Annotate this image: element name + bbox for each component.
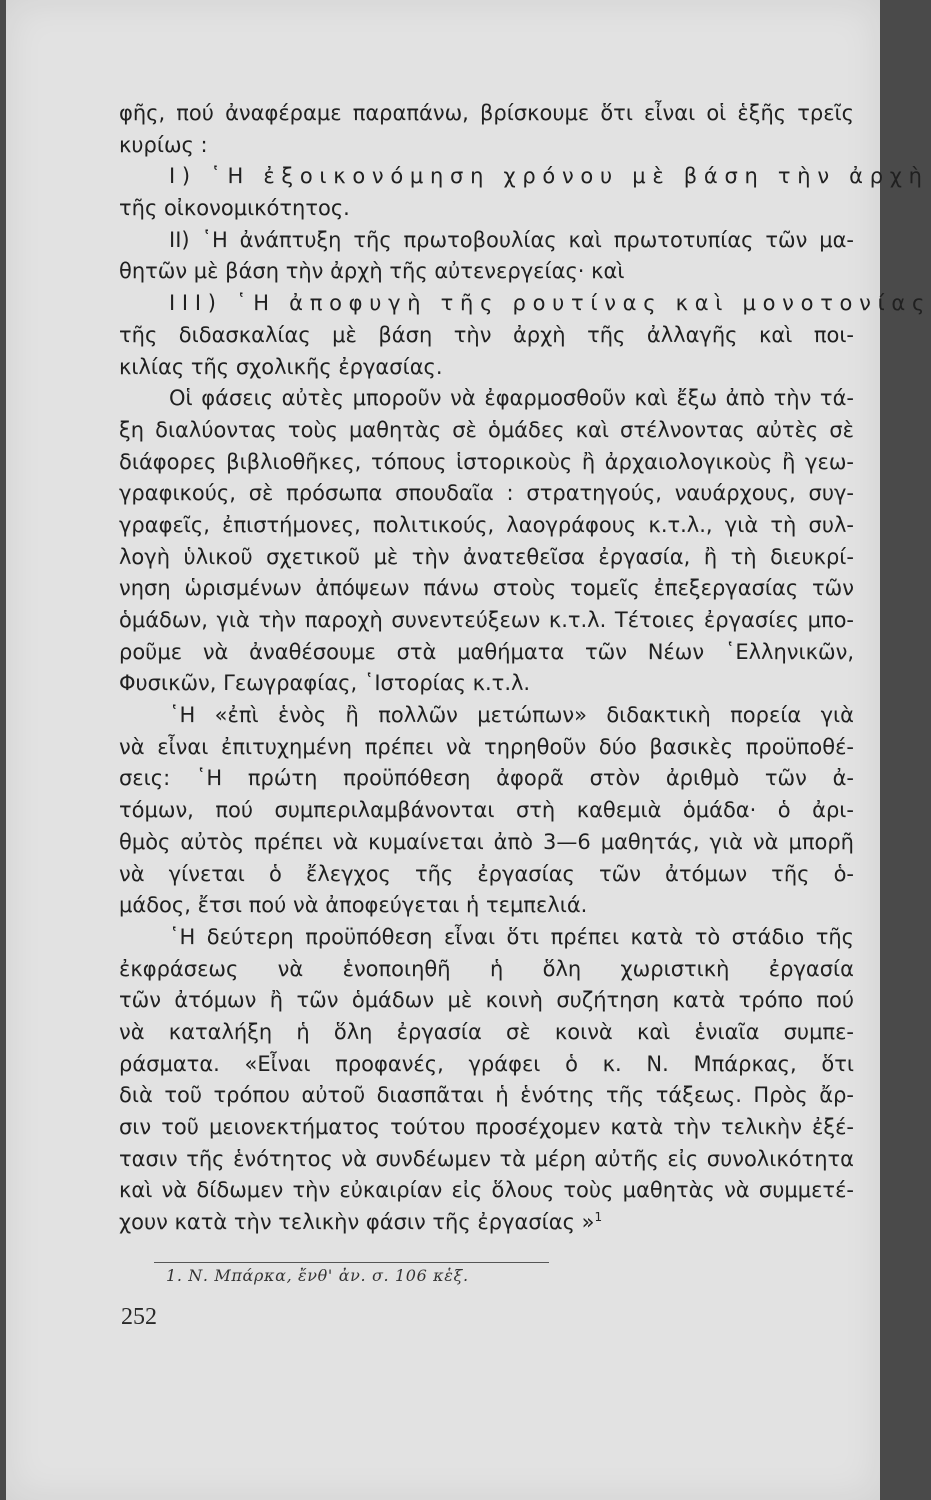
text-line: κυρίως : [119, 132, 208, 157]
text-line: τόμων, πού συμπεριλαμβάνονται στὴ καθεμιὰ ὁμάδα· ὁ ἀρι- [119, 798, 854, 823]
text-line: Οἱ φάσεις αὐτὲς μποροῦν νὰ ἐφαρμοσθοῦν καὶ ἔξω ἀπὸ τὴν τά- [169, 386, 854, 411]
text-line: καὶ νὰ δίδωμεν τὴν εὐκαιρίαν εἰς ὅλους τοὺς μαθητὰς νὰ συμμετέ- [119, 1178, 854, 1203]
text-line: ῾Η δεύτερη προϋπόθεση εἶναι ὅτι πρέπει κατὰ τὸ στάδιο τῆς [169, 924, 854, 949]
footnote-marker: 1 [594, 1210, 603, 1225]
text-line: νὰ γίνεται ὁ ἔλεγχος τῆς ἐργασίας τῶν ἀτόμων τῆς ὁ- [119, 861, 854, 886]
text-line: σιν τοῦ μειονεκτήματος τούτου προσέχομεν κατὰ τὴν τελικὴν ἐξέ- [119, 1115, 854, 1139]
text-line: νὰ καταλήξη ἡ ὅλη ἐργασία σὲ κοινὰ καὶ ἑνιαῖα συμπε- [119, 1019, 854, 1044]
text-line: II) ῾Η ἀνάπτυξη τῆς πρωτοβουλίας καὶ πρωτοτυπίας τῶν μα- [169, 227, 854, 252]
text-line: I) ῾Η ἐξοικονόμηση χρόνου μὲ βάση τὴν ἀρχὴ [169, 164, 929, 189]
text-line: γραφικούς, σὲ πρόσωπα σπουδαῖα : στρατηγούς, ναυάρχους, συγ- [119, 481, 854, 506]
text-line: σεις: ῾Η πρώτη προϋπόθεση ἀφορᾶ στὸν ἀριθμὸ τῶν ἀ- [119, 766, 854, 791]
footnote-divider [154, 1262, 549, 1263]
text-line: III) ῾Η ἀποφυγὴ τῆς ρουτίνας καὶ μονοτονίας [169, 291, 931, 316]
text-line: νὰ εἶναι ἐπιτυχημένη πρέπει νὰ τηρηθοῦν δύο βασικὲς προϋποθέ- [119, 734, 854, 759]
text-line: ροῦμε νὰ ἀναθέσουμε στὰ μαθήματα τῶν Νέων ῾Ελληνικῶν, [119, 639, 854, 664]
text-line: τῶν ἀτόμων ἢ τῶν ὁμάδων μὲ κοινὴ συζήτηση κατὰ τρόπο πού [119, 988, 854, 1013]
body-text [119, 98, 931, 1239]
text-line: ράσματα. «Εἶναι προφανές, γράφει ὁ κ. Ν. Μπάρκας, ὅτι [119, 1051, 854, 1076]
text-line: λογὴ ὑλικοῦ σχετικοῦ μὲ τὴν ἀνατεθεῖσα ἐργασία, ἢ τὴ διευκρί- [119, 544, 854, 569]
text-line: θητῶν μὲ βάση τὴν ἀρχὴ τῆς αὐτενεργείας· καὶ [119, 259, 625, 284]
text-line: ῾Η «ἐπὶ ἑνὸς ἢ πολλῶν μετώπων» διδακτικὴ πορεία γιὰ [169, 703, 854, 728]
final-line-text: χουν κατὰ τὴν τελικὴν φάσιν τῆς ἐργασίας » [119, 1210, 595, 1235]
footnote: 1. Ν. Μπάρκα, ἔνθ' ἀν. σ. 106 κἑξ. [166, 1266, 469, 1285]
text-line: διάφορες βιβλιοθῆκες, τόπους ἱστορικοὺς ἢ ἀρχαιολογικοὺς ἢ γεω- [119, 449, 854, 474]
text-line: Φυσικῶν, Γεωγραφίας, ῾Ιστορίας κ.τ.λ. [119, 671, 531, 696]
text-line: τασιν τῆς ἑνότητος νὰ συνδέωμεν τὰ μέρη αὐτῆς εἰς συνολικότητα [119, 1146, 854, 1171]
text-line: γραφεῖς, ἐπιστήμονες, πολιτικούς, λαογράφους κ.τ.λ., γιὰ τὴ συλ- [119, 512, 854, 537]
text-line: μάδος, ἔτσι πού νὰ ἀποφεύγεται ἡ τεμπελιά. [119, 893, 588, 918]
text-line: διὰ τοῦ τρόπου αὐτοῦ διασπᾶται ἡ ἑνότης τῆς τάξεως. Πρὸς ἄρ- [119, 1083, 854, 1108]
final-text-line [119, 1207, 854, 1239]
text-line: ὁμάδων, γιὰ τὴν παροχὴ συνεντεύξεων κ.τ.λ. Τέτοιες ἐργασίες μπο- [119, 608, 854, 632]
text-line: φῆς, πού ἀναφέραμε παραπάνω, βρίσκουμε ὅτι εἶναι οἱ ἑξῆς τρεῖς [119, 101, 854, 125]
book-page [6, 0, 931, 1500]
page-number: 252 [121, 1304, 157, 1330]
text-line: τῆς διδασκαλίας μὲ βάση τὴν ἀρχὴ τῆς ἀλλαγῆς καὶ ποι- [119, 322, 854, 347]
text-line: τῆς οἰκονομικότητος. [119, 196, 350, 221]
text-line: νηση ὡρισμένων ἀπόψεων πάνω στοὺς τομεῖς ἐπεξεργασίας τῶν [119, 576, 854, 601]
text-line: θμὸς αὐτὸς πρέπει νὰ κυμαίνεται ἀπὸ 3—6 μαθητάς, γιὰ νὰ μπορῆ [119, 829, 854, 854]
text-line: ξη διαλύοντας τοὺς μαθητὰς σὲ ὁμάδες καὶ στέλνοντας αὐτὲς σὲ [119, 417, 854, 442]
text-line: κιλίας τῆς σχολικῆς ἐργασίας. [119, 354, 443, 379]
text-line: ἐκφράσεως νὰ ἑνοποιηθῆ ἡ ὅλη χωριστικὴ ἐργασία [119, 956, 854, 981]
